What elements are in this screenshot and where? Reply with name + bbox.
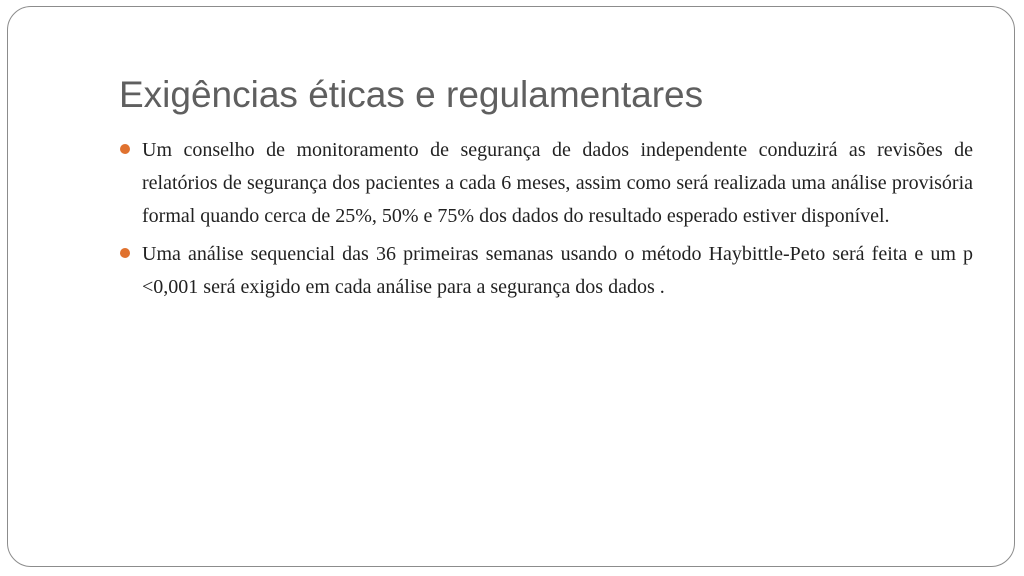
slide bbox=[7, 6, 1015, 567]
bullet-dot-icon bbox=[120, 248, 130, 258]
bullet-item bbox=[142, 134, 973, 233]
bullet-dot-icon bbox=[120, 144, 130, 154]
bullet-text: Uma análise sequencial das 36 primeiras semanas usando o método Haybittle-Peto será feita e um p <0,001 será exigido em cada análise para a segurança dos dados . bbox=[142, 243, 973, 298]
slide-title: Exigências éticas e regulamentares bbox=[119, 74, 704, 115]
bullet-item bbox=[142, 238, 973, 304]
bullet-text: Um conselho de monitoramento de segurança de dados independente conduzirá as revisões de relatórios de segurança dos pacientes a cada 6 meses, assim como será realizada uma análise provisória formal quando cerca de 25%, 50% e 75% dos dados do resultado esperado estiver disponível. bbox=[142, 139, 973, 227]
bullet-list bbox=[142, 134, 973, 309]
